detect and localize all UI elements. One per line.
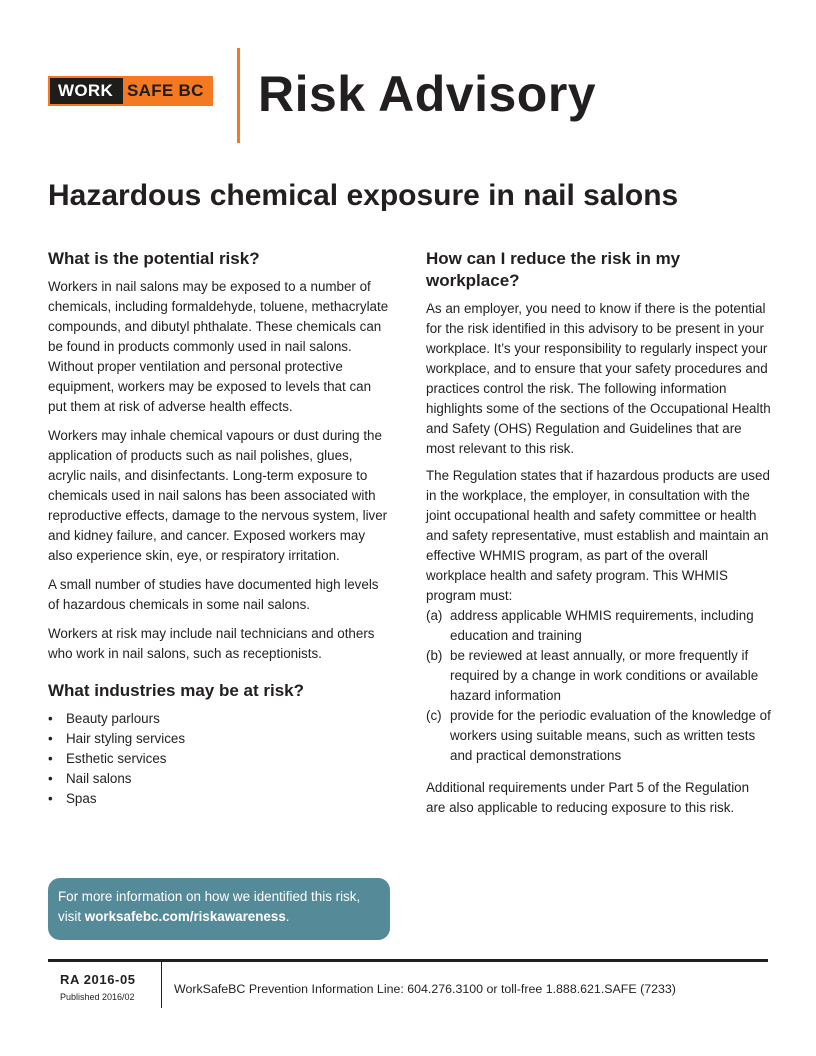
footer-rule: [48, 959, 768, 962]
list-item-text: provide for the periodic evaluation of the knowledge of workers using suitable means, such as written tests and practical demonstrations: [450, 708, 771, 763]
bullet-icon: •: [48, 711, 53, 726]
list-item: [48, 709, 393, 729]
footer-divider: [161, 962, 162, 1008]
bullet-icon: •: [48, 771, 53, 786]
list-item-text: be reviewed at least annually, or more frequently if required by a change in work conditions or available hazard information: [450, 648, 759, 703]
list-marker: (b): [426, 648, 443, 663]
list-item: [48, 769, 393, 789]
list-marker: (a): [426, 608, 443, 623]
list-item: [48, 749, 393, 769]
list-item: [426, 606, 771, 646]
employer-paragraph: As an employer, you need to know if there is the potential for the risk identified in this advisory to be present in your workplace. It’s your responsibility to regularly inspect your workplace, and to ensure that your safety procedures and practices control the risk. The following information highlights some of the sections of the Occupational Health and Safety (OHS) Regulation and Guidelines that are most relevant to this risk.: [426, 301, 771, 456]
advisory-code: RA 2016-05: [60, 972, 136, 987]
bullet-icon: •: [48, 731, 53, 746]
published-date: Published 2016/02: [60, 992, 135, 1002]
right-column: [426, 248, 771, 825]
logo-text-work: WORK: [50, 78, 123, 104]
risk-awareness-link[interactable]: worksafebc.com/riskawareness: [84, 909, 286, 924]
document-title: Hazardous chemical exposure in nail salons: [48, 179, 679, 212]
info-text: For more information on how we identified this risk, visit: [58, 889, 361, 924]
whmis-requirements-list: [426, 606, 771, 766]
list-marker: (c): [426, 708, 442, 723]
industry-label: Beauty parlours: [66, 711, 160, 726]
risk-paragraph: Workers in nail salons may be exposed to a number of chemicals, including formaldehyde, toluene, methacrylate compounds, and dibutyl phthalate. These chemicals can be found in products commonly used in nail salons. Without proper ventilation and personal protective equipment, workers may be exposed to levels that can put them at risk of adverse health effects.: [48, 279, 389, 414]
heading-industries: What industries may be at risk?: [48, 681, 305, 700]
list-item: [426, 706, 771, 766]
prevention-info-line: WorkSafeBC Prevention Information Line: 604.276.3100 or toll-free 1.888.621.SAFE (7233): [174, 982, 676, 996]
closing-paragraph: Additional requirements under Part 5 of the Regulation are also applicable to reducing exposure to this risk.: [426, 780, 750, 815]
info-callout: [48, 878, 390, 940]
risk-paragraph: Workers at risk may include nail technicians and others who work in nail salons, such as receptionists.: [48, 626, 375, 661]
advisory-title: Risk Advisory: [258, 66, 597, 122]
industry-label: Hair styling services: [66, 731, 186, 746]
worksafebc-logo: [48, 76, 213, 106]
bullet-icon: •: [48, 751, 53, 766]
info-suffix: .: [285, 909, 290, 924]
industry-label: Spas: [66, 791, 97, 806]
industries-list: [48, 709, 393, 809]
list-item: [48, 729, 393, 749]
list-item: [48, 789, 393, 809]
logo-text-safebc: SAFE BC: [123, 78, 211, 104]
industry-label: Nail salons: [66, 771, 132, 786]
left-column: [48, 248, 393, 809]
bullet-icon: •: [48, 791, 53, 806]
regulation-paragraph: The Regulation states that if hazardous products are used in the workplace, the employer, in consultation with the joint occupational health and safety committee or health and safety representative, must establish and maintain an effective WHMIS program, as part of the overall workplace health and safety program. This WHMIS program must:: [426, 468, 770, 603]
risk-paragraph: Workers may inhale chemical vapours or dust during the application of products such as nail polishes, glues, acrylic nails, and disinfectants. Long-term exposure to chemicals used in nail salons has been associated with reproductive effects, damage to the nervous system, liver and kidney failure, and cancer. Exposed workers may also experience skin, eye, or respiratory irritation.: [48, 428, 388, 563]
list-item-text: address applicable WHMIS requirements, including education and training: [450, 608, 754, 643]
header-divider: [237, 48, 240, 143]
industry-label: Esthetic services: [66, 751, 167, 766]
list-item: [426, 646, 771, 706]
heading-reduce-risk: How can I reduce the risk in my workplace?: [426, 249, 681, 290]
heading-potential-risk: What is the potential risk?: [48, 249, 260, 268]
risk-paragraph: A small number of studies have documented high levels of hazardous chemicals in some nail salons.: [48, 577, 379, 612]
